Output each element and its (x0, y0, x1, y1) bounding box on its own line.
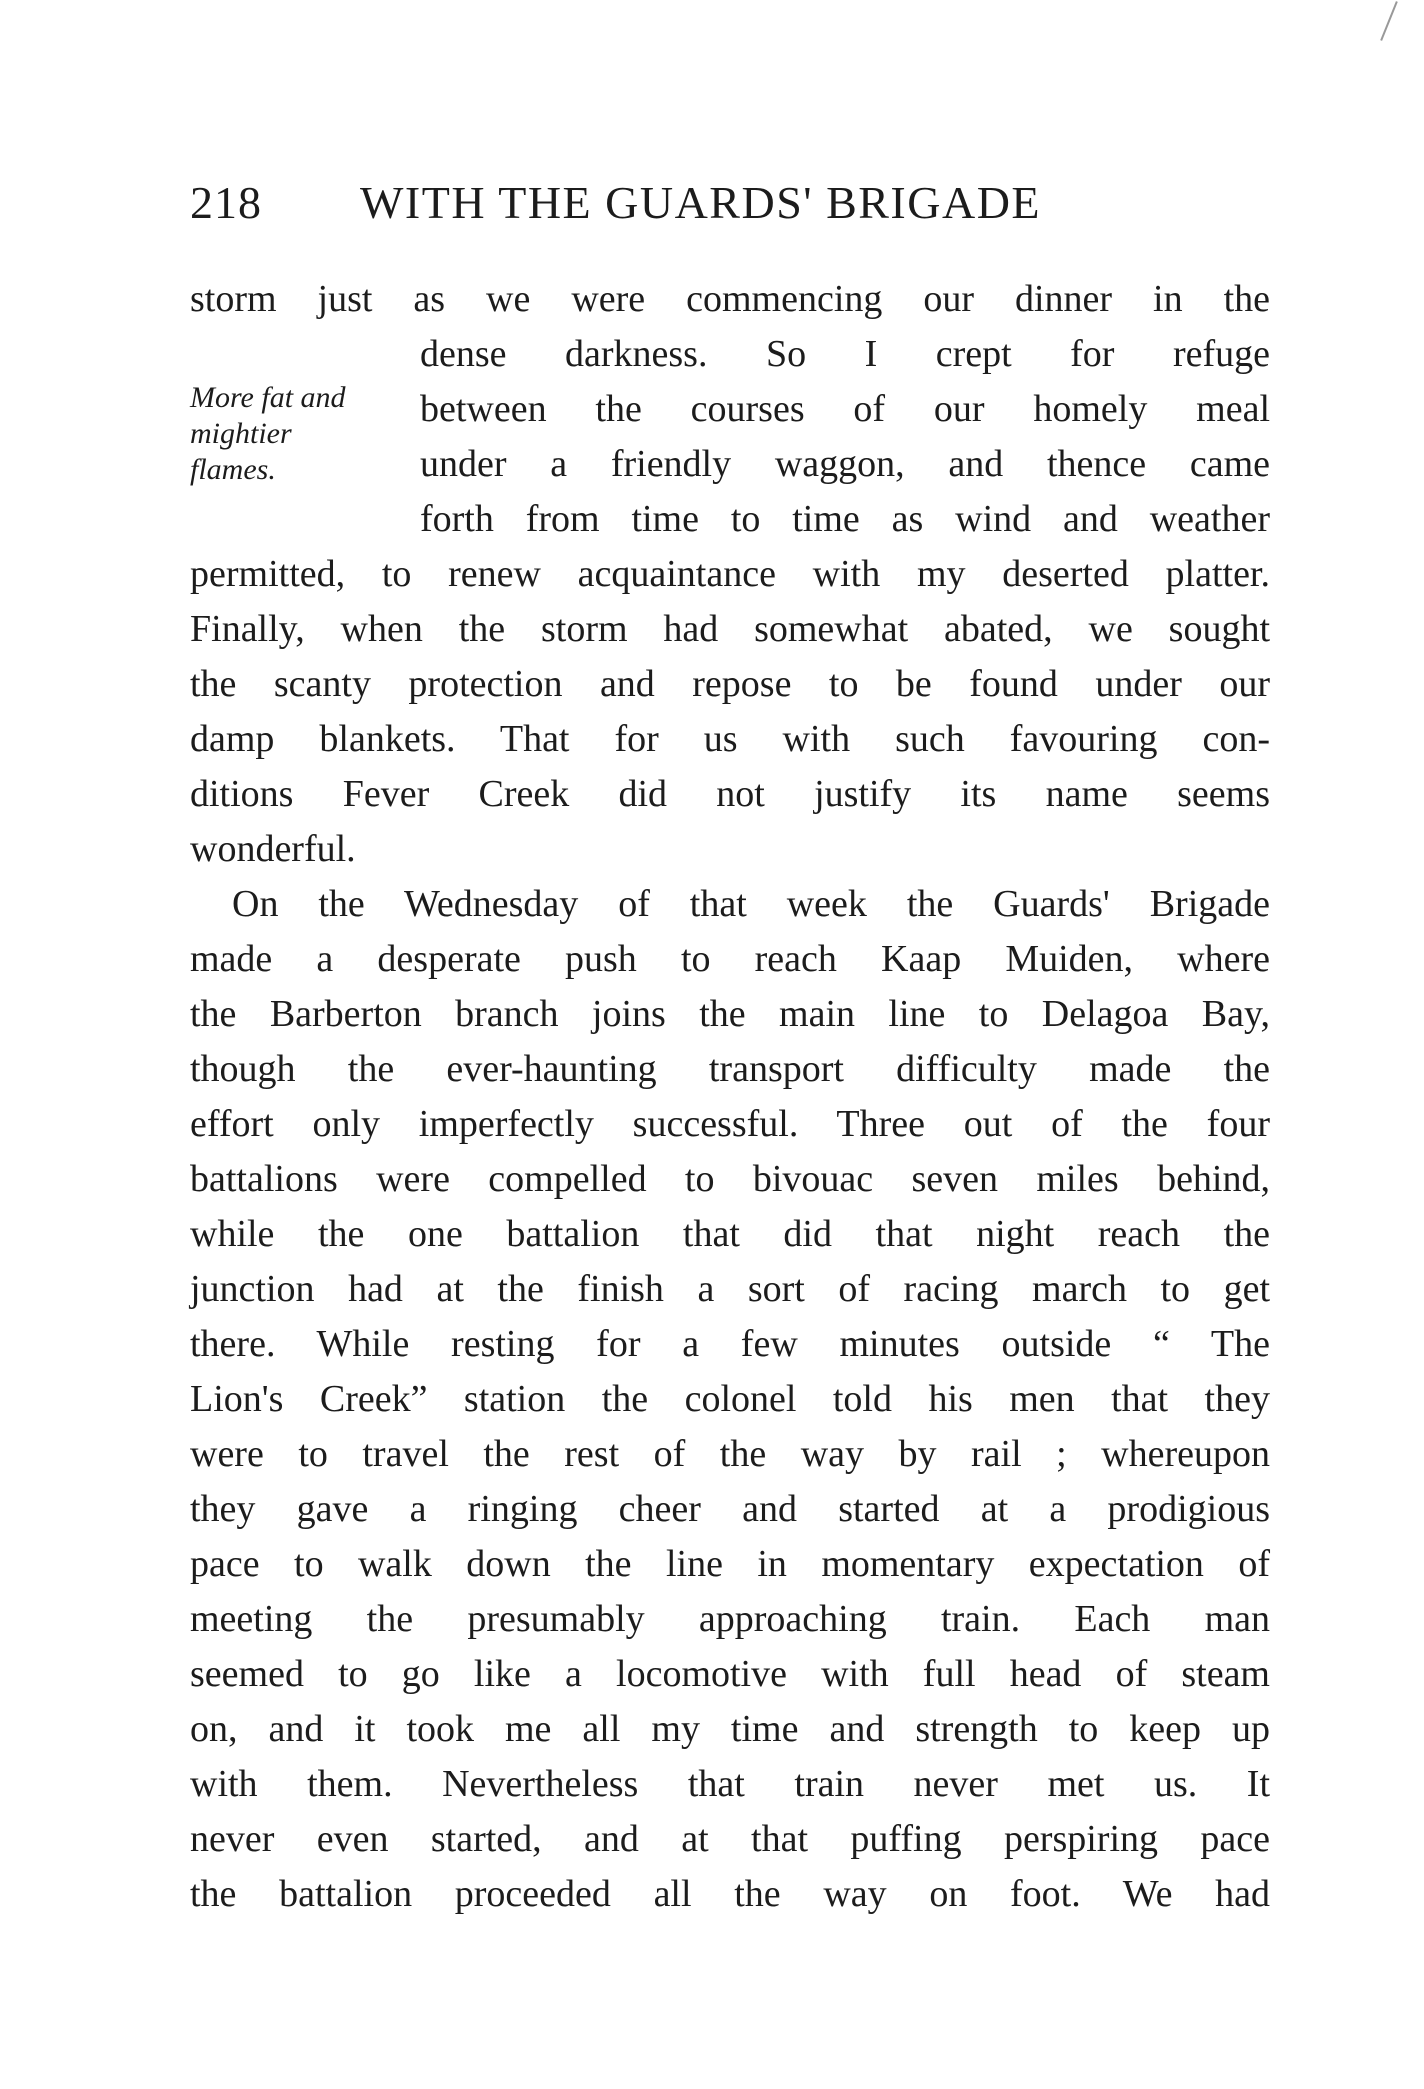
marginal-note-line: More fat and (190, 381, 346, 414)
text-line: the Barberton branch joins the main line to Delagoa Bay, (190, 993, 1270, 1035)
text-line: Lion's Creek” station the colonel told his men that they (190, 1378, 1270, 1420)
text-line: Finally, when the storm had somewhat abated, we sought (190, 608, 1270, 650)
text-line: permitted, to renew acquaintance with my deserted platter. (190, 553, 1270, 595)
text-line: between the courses of our homely meal (420, 388, 1270, 430)
text-line: damp blankets. That for us with such favouring con- (190, 718, 1270, 760)
page-number: 218 (190, 177, 262, 228)
text-line: storm just as we were commencing our dinner in the (190, 278, 1270, 320)
text-line: never even started, and at that puffing perspiring pace (190, 1818, 1270, 1860)
text-line: effort only imperfectly successful. Three out of the four (190, 1103, 1270, 1145)
text-line: junction had at the finish a sort of racing march to get (190, 1268, 1270, 1310)
text-line: battalions were compelled to bivouac seven miles behind, (190, 1158, 1270, 1200)
text-line: ditions Fever Creek did not justify its name seems (190, 773, 1270, 815)
text-line: pace to walk down the line in momentary expectation of (190, 1543, 1270, 1585)
text-line: they gave a ringing cheer and started at a prodigious (190, 1488, 1270, 1530)
page-header (190, 176, 1270, 236)
text-line: while the one battalion that did that night reach the (190, 1213, 1270, 1255)
marginal-note (190, 380, 420, 488)
scan-mark (1380, 1, 1398, 41)
marginal-note-line: mightier (190, 417, 292, 450)
running-title: WITH THE GUARDS' BRIGADE (360, 177, 1042, 228)
text-line: wonderful. (190, 828, 356, 870)
text-line: there. While resting for a few minutes outside “ The (190, 1323, 1270, 1365)
text-line: were to travel the rest of the way by rail ; whereupon (190, 1433, 1270, 1475)
text-line: dense darkness. So I crept for refuge (420, 333, 1270, 375)
text-line: the battalion proceeded all the way on foot. We had (190, 1873, 1270, 1915)
paragraph-first-line: On the Wednesday of that week the Guards' Brigade (232, 883, 1270, 925)
text-line: with them. Nevertheless that train never met us. It (190, 1763, 1270, 1805)
text-line: seemed to go like a locomotive with full head of steam (190, 1653, 1270, 1695)
text-line: the scanty protection and repose to be found under our (190, 663, 1270, 705)
text-line: on, and it took me all my time and strength to keep up (190, 1708, 1270, 1750)
text-line: meeting the presumably approaching train. Each man (190, 1598, 1270, 1640)
marginal-note-line: flames. (190, 453, 276, 486)
text-line: though the ever-haunting transport difficulty made the (190, 1048, 1270, 1090)
text-line: forth from time to time as wind and weather (420, 498, 1270, 540)
text-line: under a friendly waggon, and thence came (420, 443, 1270, 485)
text-line: made a desperate push to reach Kaap Muiden, where (190, 938, 1270, 980)
